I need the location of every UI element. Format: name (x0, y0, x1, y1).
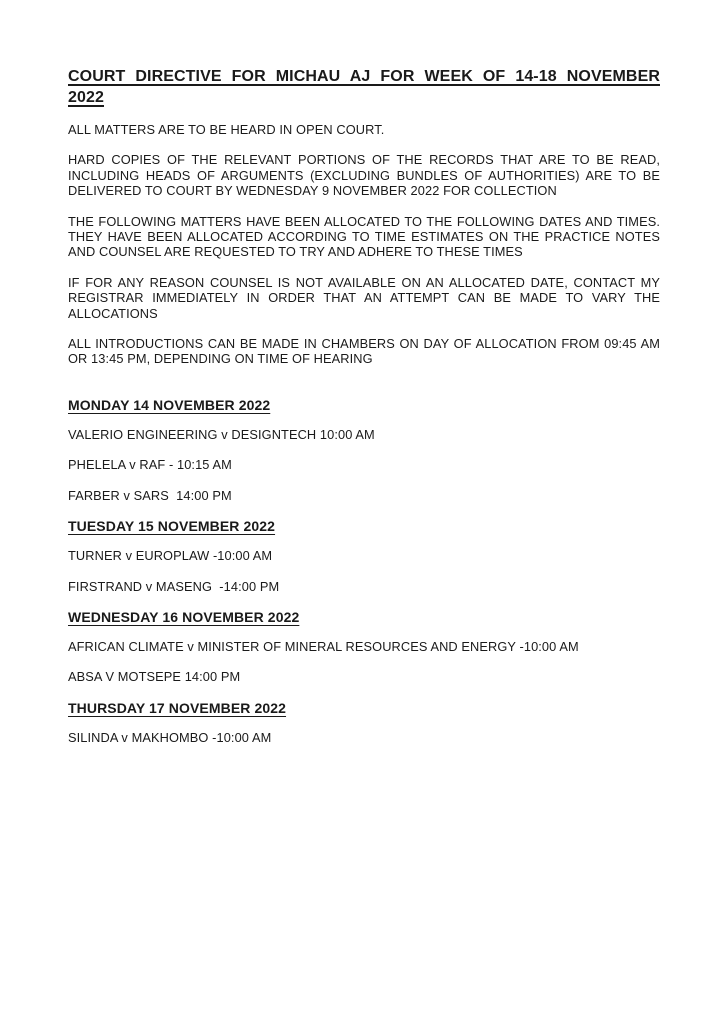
day-heading-monday-text: MONDAY 14 NOVEMBER 2022 (68, 396, 271, 413)
intro-paragraph-allocations: THE FOLLOWING MATTERS HAVE BEEN ALLOCATED TO THE FOLLOWING DATES AND TIMES. THEY HAVE BEEN ALLOCATED ACCORDING TO TIME ESTIMATES ON THE PRACTICE NOTES AND COUNSEL ARE REQUESTED TO TRY AND ADHERE TO THESE TIMES (68, 213, 660, 260)
case-line: FIRSTRAND v MASENG -14:00 PM (68, 578, 280, 594)
day-heading-tuesday-text: TUESDAY 15 NOVEMBER 2022 (68, 518, 276, 535)
case-line: TURNER v EUROPLAW -10:00 AM (68, 548, 273, 564)
intro-paragraph-hard-copies: HARD COPIES OF THE RELEVANT PORTIONS OF THE RECORDS THAT ARE TO BE READ, INCLUDING HEADS OF ARGUMENTS (EXCLUDING BUNDLES OF AUTHORITIES) ARE TO BE DELIVERED TO COURT BY WEDNESDAY 9 NOVEMBER 2022 FOR COLLECTION (68, 152, 660, 199)
day-heading-wednesday-text: WEDNESDAY 16 NOVEMBER 2022 (68, 608, 300, 625)
intro-paragraph-introductions: ALL INTRODUCTIONS CAN BE MADE IN CHAMBERS ON DAY OF ALLOCATION FROM 09:45 AM OR 13:45 PM, DEPENDING ON TIME OF HEARING (68, 336, 660, 367)
intro-paragraph-open-court: ALL MATTERS ARE TO BE HEARD IN OPEN COURT. (68, 122, 385, 137)
intro-paragraph-unavailable-counsel: IF FOR ANY REASON COUNSEL IS NOT AVAILABLE ON AN ALLOCATED DATE, CONTACT MY REGISTRAR IMMEDIATELY IN ORDER THAT AN ATTEMPT CAN BE MADE TO VARY THE ALLOCATIONS (68, 274, 660, 321)
case-line: FARBER v SARS 14:00 PM (68, 487, 232, 503)
case-line: ABSA V MOTSEPE 14:00 PM (68, 669, 241, 685)
document-title-line-2: 2022 (68, 89, 104, 106)
day-heading-monday (68, 397, 660, 414)
day-heading-tuesday (68, 518, 660, 535)
weekly-schedule (68, 397, 660, 745)
day-heading-wednesday (68, 609, 660, 626)
document-title (68, 66, 660, 108)
case-line: SILINDA v MAKHOMBO -10:00 AM (68, 729, 272, 745)
case-line: PHELELA v RAF - 10:15 AM (68, 457, 232, 473)
day-heading-thursday-text: THURSDAY 17 NOVEMBER 2022 (68, 699, 287, 716)
case-line: VALERIO ENGINEERING v DESIGNTECH 10:00 AM (68, 426, 375, 442)
day-heading-thursday (68, 700, 660, 717)
case-line: AFRICAN CLIMATE v MINISTER OF MINERAL RESOURCES AND ENERGY -10:00 AM (68, 638, 579, 654)
document-title-line-1: COURT DIRECTIVE FOR MICHAU AJ FOR WEEK OF 14-18 NOVEMBER (68, 68, 660, 85)
